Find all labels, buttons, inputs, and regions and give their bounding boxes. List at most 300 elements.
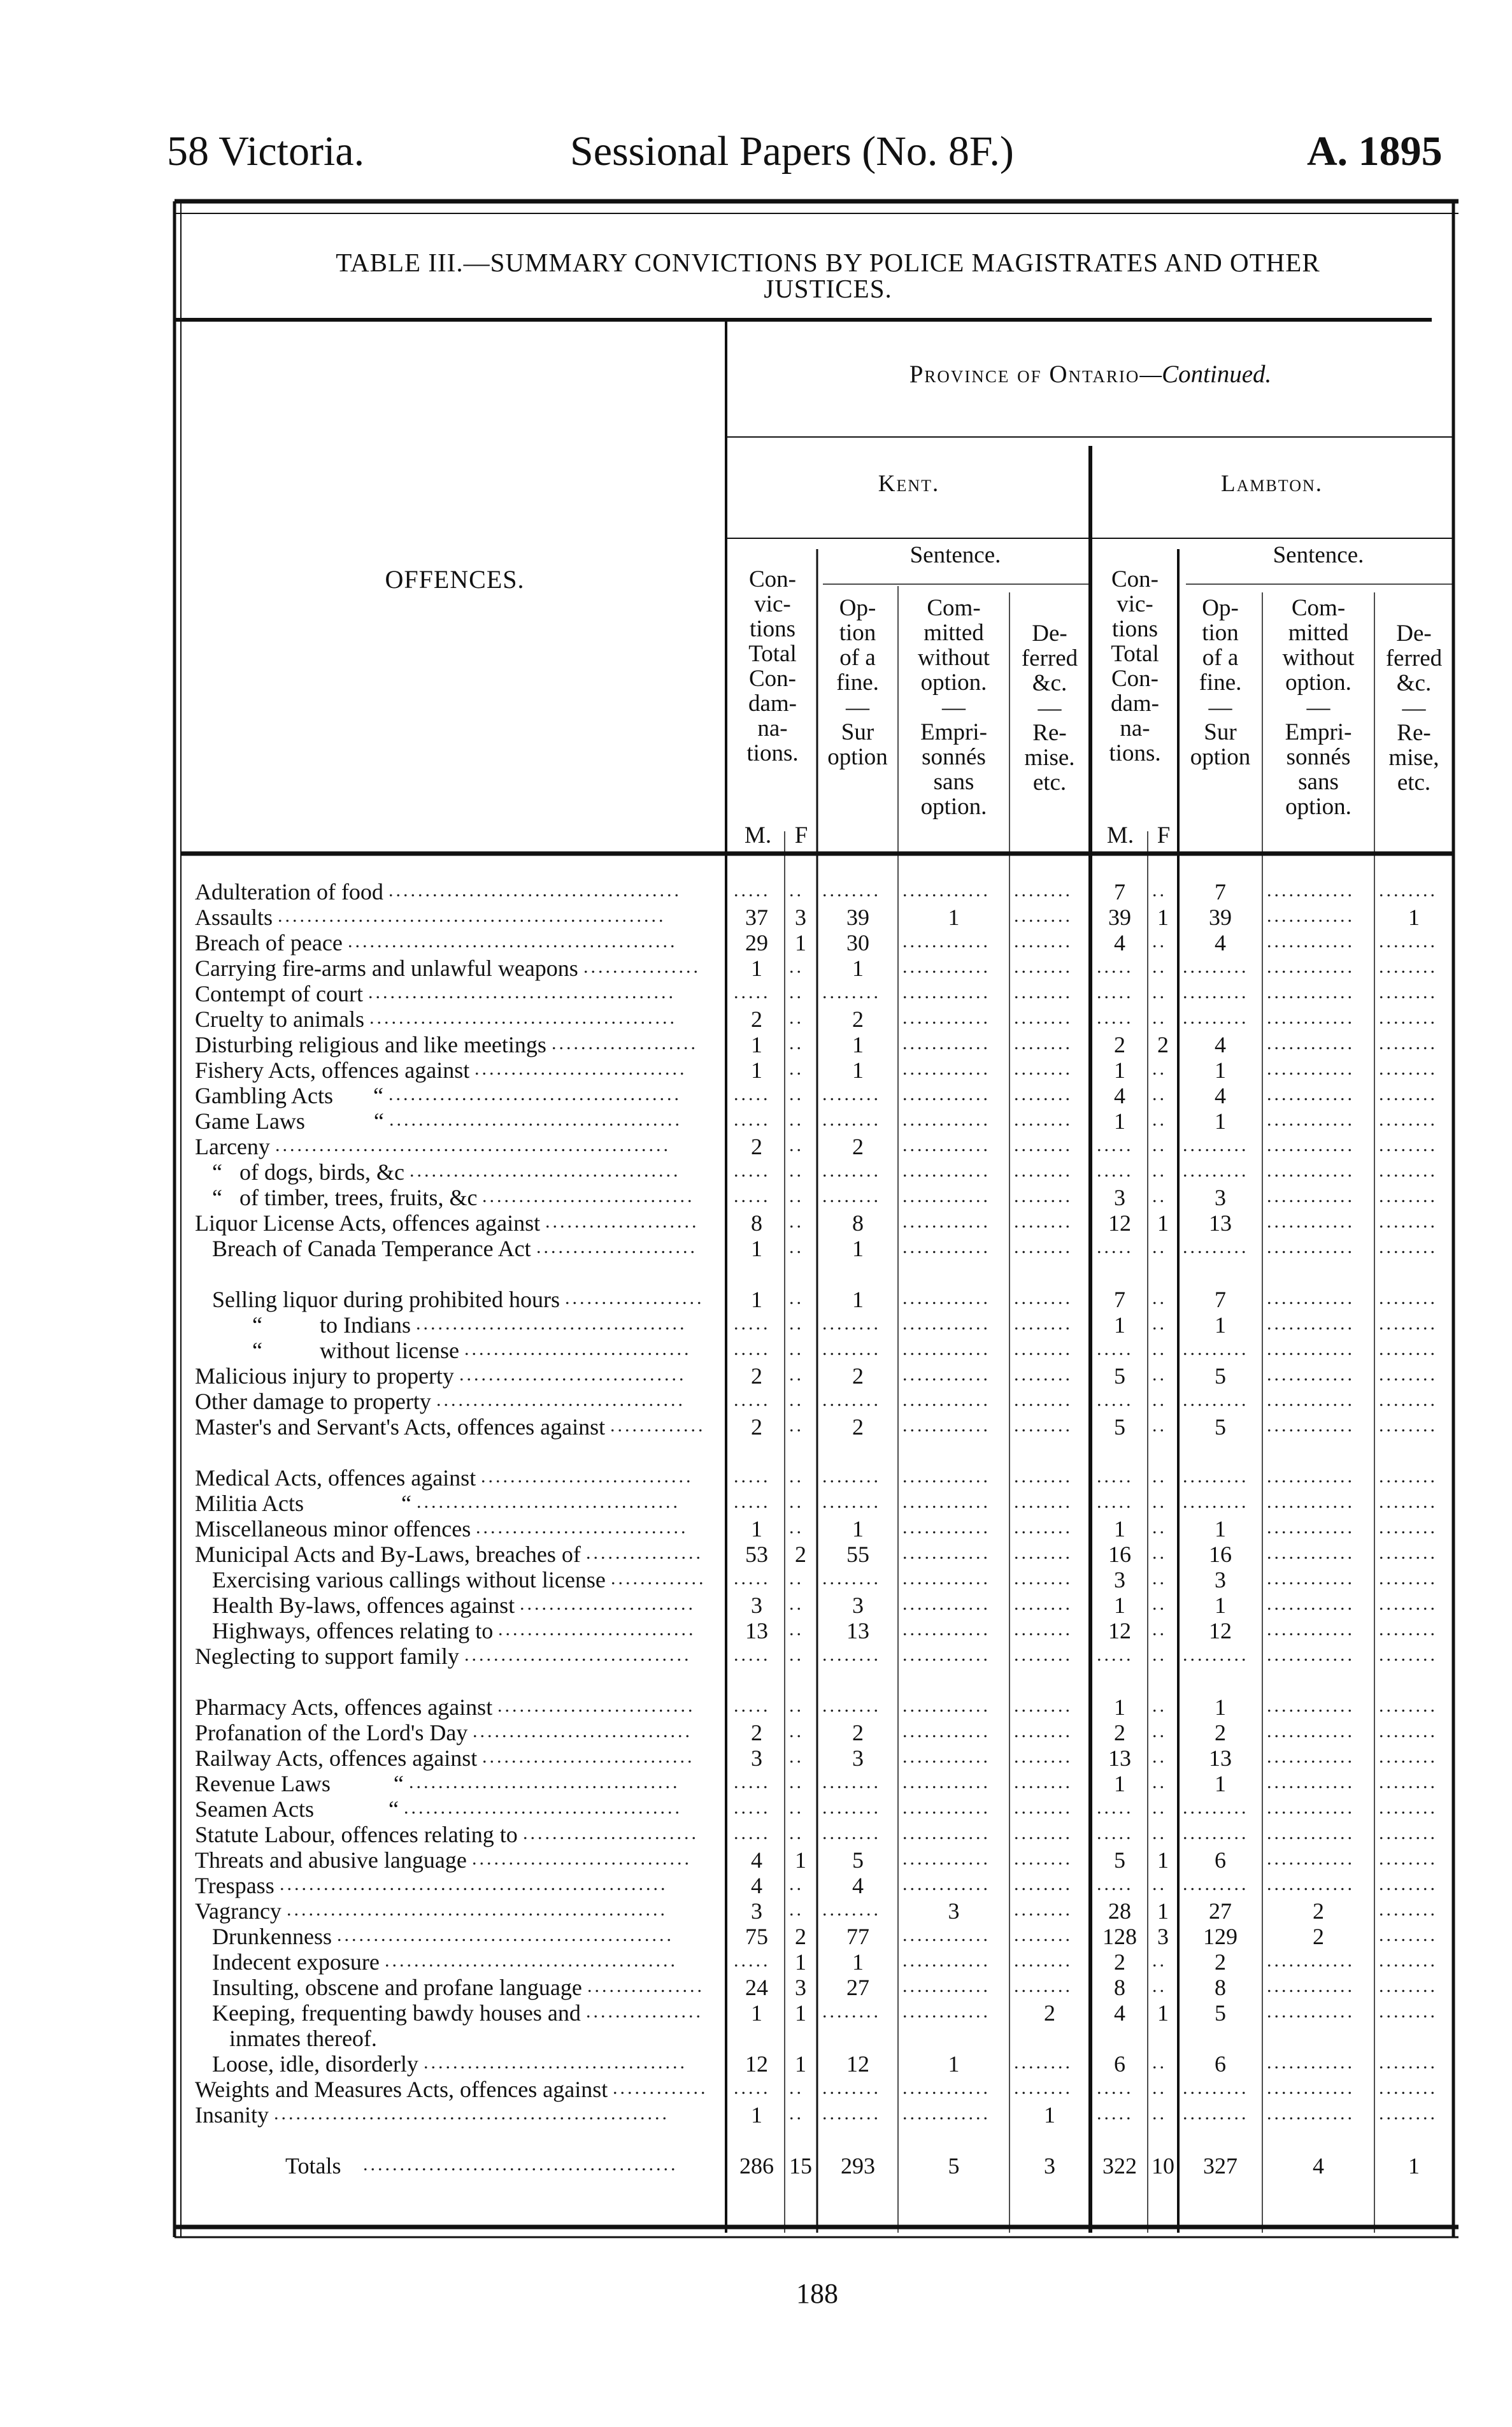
leader-dots: ............ — [902, 1109, 990, 1130]
leader-dots: ........ — [1014, 1389, 1073, 1410]
offence-label: Vagrancy — [195, 1898, 282, 1924]
leader-dots: ........ — [1014, 1542, 1073, 1563]
kent-male-value: 3 — [751, 1898, 762, 1924]
lambton-committed-line: sans — [1298, 769, 1339, 795]
kent-committed-value: 1 — [948, 905, 960, 930]
leader-dots: .. — [1152, 1975, 1167, 1996]
kent-committed-value: 3 — [948, 1898, 960, 1924]
lambton-option-total: 327 — [1203, 2153, 1237, 2179]
lambton-option-value: 13 — [1209, 1210, 1232, 1236]
offence-label: Insanity — [195, 2102, 269, 2128]
leader-dots: .. — [789, 1313, 804, 1334]
offence-label: Insulting, obscene and profane language — [195, 1975, 582, 2000]
leader-dots: ..... — [734, 880, 771, 901]
leader-dots: ........ — [1379, 2052, 1437, 2073]
leader-dots: ................... — [565, 1287, 704, 1308]
kent-male-value: 4 — [751, 1847, 762, 1873]
kent-convictions-line: dam- — [748, 691, 797, 717]
leader-dots: ......... — [1183, 956, 1249, 977]
leader-dots: ............ — [902, 1848, 990, 1869]
leader-dots: ............ — [1267, 880, 1355, 901]
leader-dots: ........ — [1379, 1848, 1437, 1869]
kent-male-value: 1 — [751, 1516, 762, 1542]
offence-label: Liquor License Acts, offences against — [195, 1210, 541, 1236]
leader-dots: ............ — [1267, 1287, 1355, 1308]
leader-dots: ........ — [1379, 2077, 1437, 2098]
leader-dots: ............ — [902, 1185, 990, 1206]
kent-sentence-header: Sentence. — [909, 542, 1001, 568]
kent-option-line: — — [846, 694, 869, 720]
offence-label: Railway Acts, offences against — [195, 1745, 478, 1771]
leader-dots: .. — [1152, 1542, 1167, 1563]
kent-option-value: 2 — [852, 1414, 864, 1440]
leader-dots: ..... — [734, 1160, 771, 1181]
lambton-committed-line: option. — [1285, 669, 1352, 696]
leader-dots: ..................................................... — [278, 905, 666, 926]
leader-dots: .............................. — [472, 1848, 692, 1869]
leader-dots: ............................. — [476, 1517, 688, 1538]
leader-dots: ........ — [1014, 2052, 1073, 2073]
leader-dots: ............ — [1267, 1975, 1355, 1996]
leader-dots: ............ — [902, 1822, 990, 1844]
leader-dots: ........ — [822, 1899, 881, 1920]
kent-option-line: Sur — [841, 719, 874, 745]
leader-dots: ........ — [1379, 1313, 1437, 1334]
leader-dots: ........ — [1014, 1695, 1073, 1716]
leader-dots: .................... — [552, 1033, 698, 1054]
kent-convictions-line: na- — [757, 715, 788, 741]
lambton-option-value: 6 — [1215, 1847, 1226, 1873]
leader-dots: ............ — [1267, 1542, 1355, 1563]
leader-dots: ............ — [902, 880, 990, 901]
offence-label: Indecent exposure — [195, 1949, 380, 1975]
leader-dots: .. — [789, 1822, 804, 1844]
kent-male-value: 8 — [751, 1210, 762, 1236]
leader-dots: ..... — [734, 1822, 771, 1844]
kent-female-value: 1 — [795, 2000, 806, 2026]
leader-dots: ........ — [1379, 1415, 1437, 1436]
offence-label: Contempt of court — [195, 981, 363, 1006]
leader-dots: ......... — [1183, 1338, 1249, 1359]
leader-dots: .. — [1152, 1517, 1167, 1538]
kent-option-value: 1 — [852, 1287, 864, 1312]
leader-dots: ........ — [1379, 1466, 1437, 1487]
lambton-deferred-line: &c. — [1396, 670, 1432, 696]
lambton-convictions-line: Total — [1111, 641, 1159, 667]
leader-dots: ........ — [1014, 905, 1073, 926]
leader-dots: .. — [789, 1619, 804, 1640]
leader-dots: ........ — [1014, 1109, 1073, 1130]
kent-option-value: 4 — [852, 1873, 864, 1898]
kent-committed-line: mitted — [924, 620, 984, 646]
leader-dots: ............ — [1267, 1160, 1355, 1181]
leader-dots: ............. — [610, 1415, 706, 1436]
leader-dots: ........ — [822, 982, 881, 1003]
offence-label: Highways, offences relating to — [195, 1618, 494, 1643]
leader-dots: ........ — [1379, 1950, 1437, 1971]
leader-dots: ..... — [734, 1797, 771, 1818]
kent-option-line: tion — [839, 620, 876, 646]
lambton-female-total: 10 — [1152, 2153, 1174, 2179]
kent-male-value: 1 — [751, 1032, 762, 1057]
leader-dots: ............ — [902, 1695, 990, 1716]
lambton-deferred-line: — — [1402, 695, 1426, 721]
leader-dots: ........ — [822, 2077, 881, 2098]
leader-dots: .. — [789, 1721, 804, 1742]
leader-dots: .. — [1152, 1466, 1167, 1487]
offence-label: Drunkenness — [195, 1924, 332, 1949]
leader-dots: ............ — [902, 2001, 990, 2022]
leader-dots: ............ — [1267, 1058, 1355, 1079]
leader-dots: ............ — [1267, 2077, 1355, 2098]
kent-male-value: 1 — [751, 2102, 762, 2128]
kent-female-value: 1 — [795, 2051, 806, 2077]
leader-dots: ..... — [734, 1491, 771, 1512]
leader-dots: ........................... — [497, 1695, 695, 1716]
offence-label: “ of dogs, birds, &c — [195, 1159, 404, 1185]
leader-dots: ......... — [1183, 1644, 1249, 1665]
leader-dots: ......... — [1183, 1236, 1249, 1257]
kent-option-value: 1 — [852, 1032, 864, 1057]
leader-dots: ............ — [902, 1084, 990, 1105]
lambton-male-value: 13 — [1108, 1745, 1131, 1771]
leader-dots: ........ — [1014, 1848, 1073, 1869]
lambton-male-value: 4 — [1114, 2000, 1125, 2026]
kent-option-value: 13 — [846, 1618, 869, 1643]
lambton-committed-line: option. — [1285, 794, 1352, 820]
kent-option-value: 3 — [852, 1593, 864, 1618]
lambton-option-value: 13 — [1209, 1745, 1232, 1771]
leader-dots: ............ — [902, 1313, 990, 1334]
leader-dots: ............ — [902, 1619, 990, 1640]
kent-deferred-value: 1 — [1044, 2102, 1055, 2128]
lambton-option-value: 5 — [1215, 2000, 1226, 2026]
lambton-male-value: 1 — [1114, 1108, 1125, 1134]
kent-option-value: 1 — [852, 1516, 864, 1542]
lambton-option-value: 5 — [1215, 1363, 1226, 1389]
leader-dots: ............ — [1267, 2052, 1355, 2073]
leader-dots: .. — [1152, 2052, 1167, 2073]
leader-dots: .. — [789, 1211, 804, 1232]
kent-option-value: 1 — [852, 1236, 864, 1261]
leader-dots: ........ — [1379, 1568, 1437, 1589]
page-number: 188 — [796, 2278, 838, 2309]
leader-dots: ..... — [734, 982, 771, 1003]
leader-dots: ........ — [1379, 1899, 1437, 1920]
lambton-option-line: fine. — [1199, 669, 1242, 696]
kent-committed-line: sonnés — [922, 744, 986, 770]
leader-dots: ............ — [902, 1415, 990, 1436]
leader-dots: ........ — [1014, 1975, 1073, 1996]
kent-committed-line: option. — [920, 669, 987, 696]
leader-dots: ..... — [734, 1185, 771, 1206]
leader-dots: ......... — [1183, 1389, 1249, 1410]
leader-dots: ........ — [822, 1466, 881, 1487]
leader-dots: ........ — [1014, 1033, 1073, 1054]
leader-dots: ............. — [611, 1568, 706, 1589]
offence-label: Threats and abusive language — [195, 1847, 467, 1873]
leader-dots: .. — [789, 1236, 804, 1257]
leader-dots: .......................................... — [368, 982, 676, 1003]
leader-dots: ........ — [822, 1797, 881, 1818]
leader-dots: .................................................... — [287, 1899, 667, 1920]
leader-dots: ........ — [1379, 1797, 1437, 1818]
lambton-option-value: 39 — [1209, 905, 1232, 930]
offence-label: Profanation of the Lord's Day — [195, 1720, 468, 1745]
totals-label: Totals — [285, 2153, 341, 2179]
offence-label: “ of timber, trees, fruits, &c — [195, 1185, 478, 1210]
leader-dots: .. — [789, 1364, 804, 1385]
kent-option-value: 30 — [846, 930, 869, 956]
leader-dots: ........ — [822, 1313, 881, 1334]
leader-dots: .. — [789, 1644, 804, 1665]
leader-dots: .. — [789, 1033, 804, 1054]
offence-label: Seamen Acts “ — [195, 1796, 399, 1822]
leader-dots: ............ — [1267, 1084, 1355, 1105]
leader-dots: ..... — [734, 1950, 771, 1971]
kent-female-value: 3 — [795, 1975, 806, 2000]
kent-option-header — [818, 596, 897, 770]
kent-female-value: 2 — [795, 1542, 806, 1567]
leader-dots: ............ — [1267, 1007, 1355, 1028]
leader-dots: ........ — [1014, 880, 1073, 901]
leader-dots: ............ — [902, 931, 990, 952]
lambton-committed-line: mitted — [1288, 620, 1349, 646]
leader-dots: ........ — [1014, 931, 1073, 952]
leader-dots: ........ — [1014, 1822, 1073, 1844]
leader-dots: ........ — [1379, 1389, 1437, 1410]
lambton-male-value: 8 — [1114, 1975, 1125, 2000]
lambton-convictions-line: tions — [1112, 616, 1158, 642]
kent-option-value: 8 — [852, 1210, 864, 1236]
leader-dots: ............ — [902, 1721, 990, 1742]
kent-option-value: 27 — [846, 1975, 869, 2000]
leader-dots: ........ — [822, 1695, 881, 1716]
lambton-male-value: 1 — [1114, 1057, 1125, 1083]
offence-label: Statute Labour, offences relating to — [195, 1822, 518, 1847]
leader-dots: ........ — [1379, 1364, 1437, 1385]
lambton-option-value: 27 — [1209, 1898, 1232, 1924]
leader-dots: ............ — [1267, 1466, 1355, 1487]
kent-committed-line: without — [917, 645, 990, 671]
kent-convictions-line: vic- — [754, 591, 791, 617]
leader-dots: .. — [789, 1160, 804, 1181]
kent-option-line: Op- — [839, 595, 876, 621]
leader-dots: ........ — [1379, 1924, 1437, 1945]
province-continued: —Continued. — [1139, 361, 1272, 388]
leader-dots: ............................... — [459, 1364, 687, 1385]
leader-dots: .. — [1152, 1950, 1167, 1971]
leader-dots: ........ — [1379, 1287, 1437, 1308]
leader-dots: .. — [789, 1058, 804, 1079]
leader-dots: ........ — [1379, 1822, 1437, 1844]
lambton-option-value: 1 — [1215, 1312, 1226, 1338]
offence-label: Adulteration of food — [195, 879, 383, 905]
leader-dots: ........ — [1379, 1746, 1437, 1767]
leader-dots: ............ — [1267, 1415, 1355, 1436]
kent-committed-line: Empri- — [920, 719, 987, 745]
leader-dots: ........................................... — [363, 2154, 678, 2175]
kent-option-value: 5 — [852, 1847, 864, 1873]
leader-dots: .............................................. — [337, 1924, 674, 1945]
kent-male-value: 2 — [751, 1363, 762, 1389]
leader-dots: ............ — [1267, 1797, 1355, 1818]
leader-dots: .. — [789, 1415, 804, 1436]
lambton-sentence-header: Sentence. — [1273, 542, 1364, 568]
lambton-female-value: 2 — [1157, 1032, 1169, 1057]
lambton-deferred-header — [1375, 621, 1453, 795]
lambton-deferred-line: etc. — [1397, 770, 1431, 796]
lambton-option-value: 1 — [1215, 1516, 1226, 1542]
kent-convictions-line: tions — [750, 616, 795, 642]
leader-dots: ............ — [902, 956, 990, 977]
leader-dots: ........ — [1379, 1185, 1437, 1206]
leader-dots: ............ — [902, 1389, 990, 1410]
leader-dots: .. — [1152, 1593, 1167, 1614]
kent-option-value: 55 — [846, 1542, 869, 1567]
lambton-male-value: 5 — [1114, 1363, 1125, 1389]
leader-dots: ............................. — [474, 1058, 687, 1079]
leader-dots: ........ — [1014, 1873, 1073, 1894]
lambton-female-value: 1 — [1157, 1898, 1169, 1924]
leader-dots: ........ — [1014, 1287, 1073, 1308]
leader-dots: ..... — [1097, 1338, 1134, 1359]
lambton-male-value: 1 — [1114, 1694, 1125, 1720]
leader-dots: .. — [1152, 1236, 1167, 1257]
lambton-convictions-line: Con- — [1111, 566, 1159, 592]
leader-dots: ............ — [902, 1797, 990, 1818]
lambton-male-value: 12 — [1108, 1210, 1131, 1236]
leader-dots: ........ — [822, 1160, 881, 1181]
leader-dots: .. — [1152, 1695, 1167, 1716]
leader-dots: ............ — [902, 1644, 990, 1665]
kent-male-value: 37 — [745, 905, 768, 930]
leader-dots: ..................................................... — [280, 1873, 668, 1894]
kent-female-value: 2 — [795, 1924, 806, 1949]
leader-dots: ............ — [1267, 1236, 1355, 1257]
leader-dots: ............ — [902, 1007, 990, 1028]
leader-dots: ............ — [1267, 1517, 1355, 1538]
leader-dots: ..... — [1097, 1007, 1134, 1028]
leader-dots: ........ — [1014, 1313, 1073, 1334]
leader-dots: ............ — [902, 1568, 990, 1589]
leader-dots: ...................... — [536, 1236, 697, 1257]
leader-dots: ........ — [1379, 1033, 1437, 1054]
lambton-committed-line: Com- — [1291, 595, 1346, 621]
leader-dots: .. — [789, 1185, 804, 1206]
leader-dots: ........ — [822, 1491, 881, 1512]
kent-committed-line: Com- — [927, 595, 981, 621]
lambton-option-value: 3 — [1215, 1567, 1226, 1593]
leader-dots: ............ — [1267, 1746, 1355, 1767]
leader-dots: ..... — [1097, 1797, 1134, 1818]
leader-dots: ............ — [1267, 1644, 1355, 1665]
leader-dots: .. — [1152, 1568, 1167, 1589]
leader-dots: ......... — [1183, 1822, 1249, 1844]
kent-option-value: 3 — [852, 1745, 864, 1771]
leader-dots: .. — [789, 1797, 804, 1818]
leader-dots: ..... — [1097, 1160, 1134, 1181]
leader-dots: ........ — [1379, 1058, 1437, 1079]
lambton-male-value: 128 — [1102, 1924, 1137, 1949]
kent-option-value: 1 — [852, 956, 864, 981]
lambton-option-value: 1 — [1215, 1108, 1226, 1134]
leader-dots: .. — [1152, 2077, 1167, 2098]
leader-dots: ..... — [734, 1466, 771, 1487]
lambton-convictions-line: tions. — [1109, 740, 1161, 766]
leader-dots: ............................. — [482, 1746, 695, 1767]
leader-dots: ........ — [1379, 1007, 1437, 1028]
leader-dots: .. — [789, 1568, 804, 1589]
leader-dots: ........ — [1014, 1924, 1073, 1945]
kent-male-value: 2 — [751, 1720, 762, 1745]
offence-label: Keeping, frequenting bawdy houses and — [195, 2000, 581, 2026]
leader-dots: ............ — [1267, 1338, 1355, 1359]
leader-dots: ..... — [734, 1695, 771, 1716]
leader-dots: .. — [789, 2077, 804, 2098]
offence-label: Breach of peace — [195, 930, 343, 956]
kent-deferred-line: ferred — [1021, 645, 1078, 671]
header-year: A. 1895 — [1307, 128, 1443, 175]
offence-label: Health By-laws, offences against — [195, 1593, 515, 1618]
kent-committed-line: option. — [920, 794, 987, 820]
kent-deferred-header — [1010, 621, 1089, 795]
leader-dots: .. — [789, 1287, 804, 1308]
leader-dots: ........ — [1014, 1466, 1073, 1487]
leader-dots: .......................................... — [369, 1007, 677, 1028]
lambton-option-line: tion — [1202, 620, 1239, 646]
leader-dots: ........ — [822, 1822, 881, 1844]
lambton-option-line: of a — [1202, 645, 1239, 671]
kent-committed-header — [899, 596, 1009, 819]
kent-male-value: 1 — [751, 2000, 762, 2026]
lambton-convictions-line: Con- — [1111, 666, 1159, 692]
kent-female-value: 1 — [795, 1949, 806, 1975]
offence-label: Medical Acts, offences against — [195, 1465, 476, 1491]
leader-dots: ................ — [587, 1975, 704, 1996]
offence-label: Miscellaneous minor offences — [195, 1516, 471, 1542]
leader-dots: ..... — [1097, 1873, 1134, 1894]
leader-dots: .. — [1152, 1338, 1167, 1359]
kent-male-total: 286 — [739, 2153, 774, 2179]
kent-committed-value: 1 — [948, 2051, 960, 2077]
leader-dots: .................................... — [417, 1491, 680, 1512]
leader-dots: .. — [789, 1695, 804, 1716]
leader-dots: ............................. — [482, 1185, 695, 1206]
leader-dots: .. — [789, 1593, 804, 1614]
kent-male-value: 29 — [745, 930, 768, 956]
offence-label: Other damage to property — [195, 1389, 431, 1414]
leader-dots: ........ — [1379, 880, 1437, 901]
lambton-committed-header — [1263, 596, 1374, 819]
leader-dots: ............ — [1267, 1593, 1355, 1614]
lambton-option-value: 16 — [1209, 1542, 1232, 1567]
leader-dots: ........ — [1379, 956, 1437, 977]
leader-dots: ........................................ — [389, 1084, 681, 1105]
leader-dots: ........ — [1379, 1721, 1437, 1742]
leader-dots: ......... — [1183, 1007, 1249, 1028]
leader-dots: ............ — [1267, 931, 1355, 952]
leader-dots: ..... — [1097, 2103, 1134, 2124]
leader-dots: ............ — [902, 1746, 990, 1767]
offence-label: Municipal Acts and By-Laws, breaches of — [195, 1542, 581, 1567]
leader-dots: ............ — [902, 1593, 990, 1614]
leader-dots: ......... — [1183, 1873, 1249, 1894]
leader-dots: ........ — [1379, 1873, 1437, 1894]
leader-dots: ..... — [734, 1389, 771, 1410]
leader-dots: ..... — [734, 2077, 771, 2098]
lambton-male-value: 4 — [1114, 1083, 1125, 1108]
